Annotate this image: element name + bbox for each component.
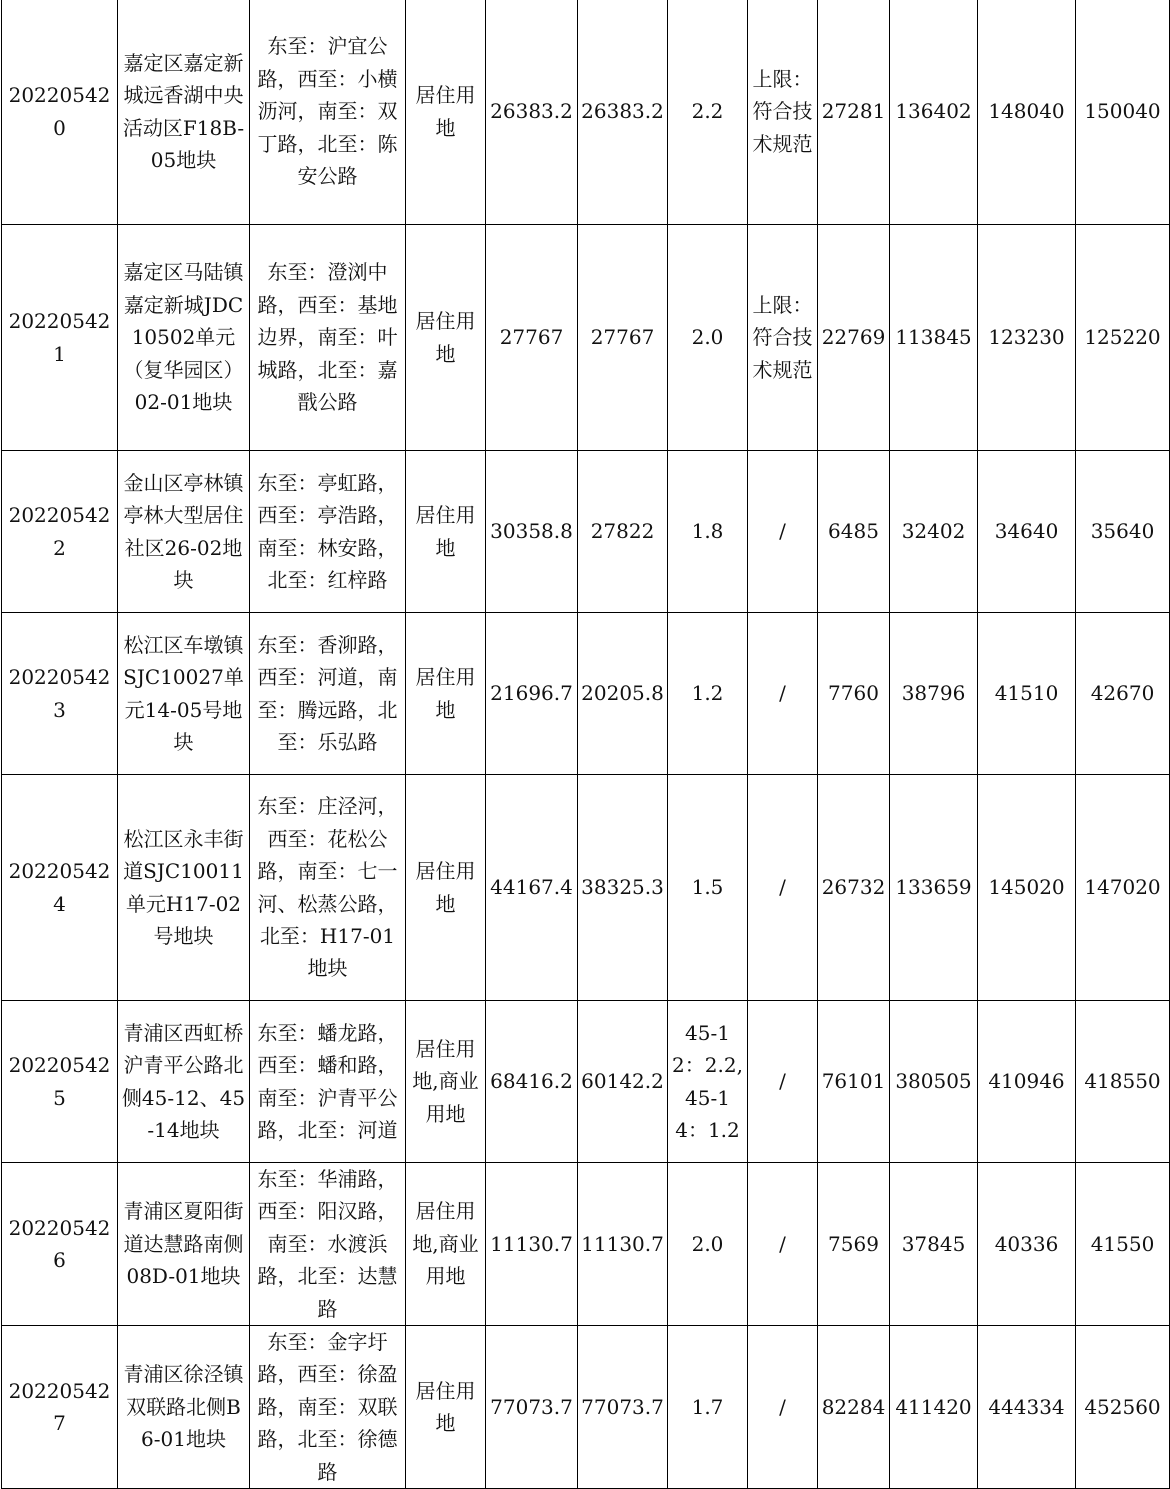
parcel-code-cell: 202205426 xyxy=(2,1163,118,1326)
value-cell-4: 42670 xyxy=(1076,613,1170,775)
parcel-boundary-cell: 东至：沪宜公路，西至：小横沥河，南至：双丁路，北至：陈安公路 xyxy=(250,0,406,225)
land-use-cell: 居住用地 xyxy=(406,0,486,225)
total-area-cell: 30358.8 xyxy=(486,451,578,613)
table-row xyxy=(2,775,1170,1001)
parcel-boundary-cell: 东至：香泖路，西至：河道，南至：腾远路，北至：乐弘路 xyxy=(250,613,406,775)
total-area-cell: 21696.7 xyxy=(486,613,578,775)
value-cell-1: 7760 xyxy=(818,613,890,775)
land-use-cell: 居住用地 xyxy=(406,613,486,775)
value-cell-1: 7569 xyxy=(818,1163,890,1326)
building-area-cell: 11130.7 xyxy=(578,1163,668,1326)
total-area-cell: 26383.2 xyxy=(486,0,578,225)
parcel-name-cell: 青浦区西虹桥沪青平公路北侧45-12、45-14地块 xyxy=(118,1001,250,1163)
parcel-name-cell: 金山区亭林镇亭林大型居住社区26-02地块 xyxy=(118,451,250,613)
parcel-name-cell: 嘉定区嘉定新城远香湖中央活动区F18B-05地块 xyxy=(118,0,250,225)
land-use-cell: 居住用地,商业用地 xyxy=(406,1163,486,1326)
height-limit-cell: / xyxy=(748,451,818,613)
value-cell-2: 113845 xyxy=(890,225,978,451)
parcel-code-cell: 202205420 xyxy=(2,0,118,225)
plot-ratio-cell: 1.2 xyxy=(668,613,748,775)
value-cell-3: 148040 xyxy=(978,0,1076,225)
parcel-name-cell: 松江区永丰街道SJC10011单元H17-02号地块 xyxy=(118,775,250,1001)
land-use-cell: 居住用地,商业用地 xyxy=(406,1001,486,1163)
building-area-cell: 27767 xyxy=(578,225,668,451)
parcel-boundary-cell: 东至：亭虹路，西至：亭浩路，南至：林安路，北至：红梓路 xyxy=(250,451,406,613)
parcel-boundary-cell: 东至：庄泾河，西至：花松公路，南至：七一河、松蒸公路，北至：H17-01地块 xyxy=(250,775,406,1001)
table-row xyxy=(2,613,1170,775)
parcel-name-cell: 松江区车墩镇SJC10027单元14-05号地块 xyxy=(118,613,250,775)
value-cell-2: 32402 xyxy=(890,451,978,613)
building-area-cell: 60142.2 xyxy=(578,1001,668,1163)
table-body xyxy=(2,0,1170,1489)
height-limit-cell: / xyxy=(748,613,818,775)
total-area-cell: 11130.7 xyxy=(486,1163,578,1326)
value-cell-3: 145020 xyxy=(978,775,1076,1001)
value-cell-4: 41550 xyxy=(1076,1163,1170,1326)
value-cell-1: 26732 xyxy=(818,775,890,1001)
value-cell-2: 380505 xyxy=(890,1001,978,1163)
table-row xyxy=(2,0,1170,225)
parcel-code-cell: 202205427 xyxy=(2,1326,118,1489)
parcel-name-cell: 青浦区徐泾镇双联路北侧B6-01地块 xyxy=(118,1326,250,1489)
total-area-cell: 27767 xyxy=(486,225,578,451)
building-area-cell: 26383.2 xyxy=(578,0,668,225)
value-cell-4: 147020 xyxy=(1076,775,1170,1001)
height-limit-cell: / xyxy=(748,1326,818,1489)
parcel-code-cell: 202205422 xyxy=(2,451,118,613)
land-use-cell: 居住用地 xyxy=(406,1326,486,1489)
value-cell-4: 452560 xyxy=(1076,1326,1170,1489)
table-row xyxy=(2,225,1170,451)
building-area-cell: 27822 xyxy=(578,451,668,613)
total-area-cell: 77073.7 xyxy=(486,1326,578,1489)
value-cell-3: 34640 xyxy=(978,451,1076,613)
parcel-name-cell: 嘉定区马陆镇嘉定新城JDC10502单元（复华园区）02-01地块 xyxy=(118,225,250,451)
value-cell-4: 125220 xyxy=(1076,225,1170,451)
total-area-cell: 44167.4 xyxy=(486,775,578,1001)
parcel-boundary-cell: 东至：蟠龙路，西至：蟠和路，南至：沪青平公路，北至：河道 xyxy=(250,1001,406,1163)
value-cell-1: 27281 xyxy=(818,0,890,225)
value-cell-2: 411420 xyxy=(890,1326,978,1489)
value-cell-4: 150040 xyxy=(1076,0,1170,225)
parcel-name-cell: 青浦区夏阳街道达慧路南侧08D-01地块 xyxy=(118,1163,250,1326)
building-area-cell: 77073.7 xyxy=(578,1326,668,1489)
land-use-cell: 居住用地 xyxy=(406,775,486,1001)
height-limit-cell: / xyxy=(748,775,818,1001)
value-cell-2: 136402 xyxy=(890,0,978,225)
plot-ratio-cell: 45-12：2.2,45-14：1.2 xyxy=(668,1001,748,1163)
value-cell-2: 37845 xyxy=(890,1163,978,1326)
plot-ratio-cell: 1.8 xyxy=(668,451,748,613)
value-cell-3: 41510 xyxy=(978,613,1076,775)
value-cell-3: 444334 xyxy=(978,1326,1076,1489)
value-cell-2: 133659 xyxy=(890,775,978,1001)
parcel-code-cell: 202205423 xyxy=(2,613,118,775)
height-limit-cell: / xyxy=(748,1163,818,1326)
height-limit-cell: / xyxy=(748,1001,818,1163)
plot-ratio-cell: 2.2 xyxy=(668,0,748,225)
plot-ratio-cell: 1.5 xyxy=(668,775,748,1001)
value-cell-1: 6485 xyxy=(818,451,890,613)
land-use-cell: 居住用地 xyxy=(406,451,486,613)
building-area-cell: 38325.3 xyxy=(578,775,668,1001)
value-cell-1: 22769 xyxy=(818,225,890,451)
plot-ratio-cell: 2.0 xyxy=(668,1163,748,1326)
value-cell-4: 418550 xyxy=(1076,1001,1170,1163)
plot-ratio-cell: 1.7 xyxy=(668,1326,748,1489)
total-area-cell: 68416.2 xyxy=(486,1001,578,1163)
parcel-boundary-cell: 东至：华浦路，西至：阳汉路，南至：水渡浜路，北至：达慧路 xyxy=(250,1163,406,1326)
plot-ratio-cell: 2.0 xyxy=(668,225,748,451)
value-cell-3: 40336 xyxy=(978,1163,1076,1326)
table-row xyxy=(2,1326,1170,1489)
height-limit-cell: 上限：符合技术规范 xyxy=(748,0,818,225)
parcel-boundary-cell: 东至：澄浏中路，西至：基地边界，南至：叶城路，北至：嘉戬公路 xyxy=(250,225,406,451)
value-cell-3: 123230 xyxy=(978,225,1076,451)
value-cell-1: 82284 xyxy=(818,1326,890,1489)
table-row xyxy=(2,1163,1170,1326)
parcel-boundary-cell: 东至：金字圩路，西至：徐盈路，南至：双联路，北至：徐德路 xyxy=(250,1326,406,1489)
value-cell-3: 410946 xyxy=(978,1001,1076,1163)
parcel-code-cell: 202205425 xyxy=(2,1001,118,1163)
table-row xyxy=(2,451,1170,613)
value-cell-2: 38796 xyxy=(890,613,978,775)
value-cell-4: 35640 xyxy=(1076,451,1170,613)
land-parcel-table xyxy=(1,0,1170,1489)
value-cell-1: 76101 xyxy=(818,1001,890,1163)
parcel-code-cell: 202205421 xyxy=(2,225,118,451)
building-area-cell: 20205.8 xyxy=(578,613,668,775)
table-row xyxy=(2,1001,1170,1163)
height-limit-cell: 上限：符合技术规范 xyxy=(748,225,818,451)
land-use-cell: 居住用地 xyxy=(406,225,486,451)
parcel-code-cell: 202205424 xyxy=(2,775,118,1001)
